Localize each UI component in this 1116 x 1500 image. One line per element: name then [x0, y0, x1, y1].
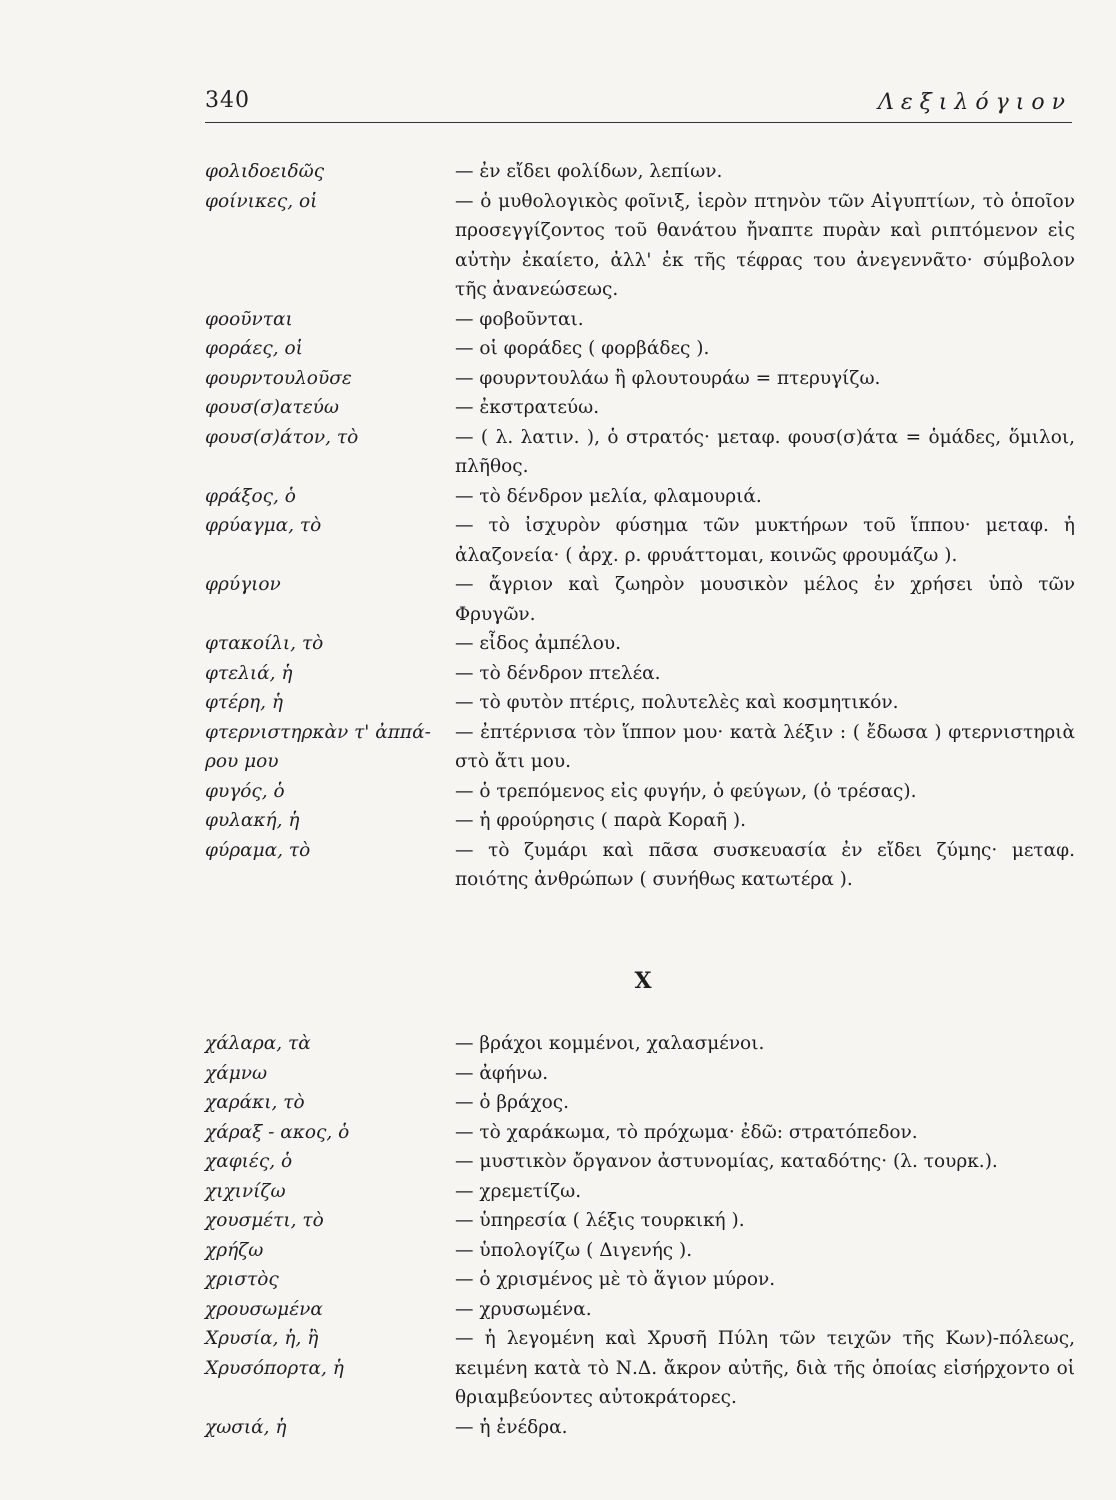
glossary-entry — [205, 1413, 1075, 1443]
glossary-entry — [205, 334, 1075, 364]
headword: χρουσωμένα — [205, 1298, 323, 1320]
headword: φύραμα, τὸ — [205, 839, 311, 861]
headword: φουσ(σ)άτον, τὸ — [205, 426, 359, 448]
glossary-entry — [205, 1177, 1075, 1207]
headword: χουσμέτι, τὸ — [205, 1210, 324, 1231]
definition: — ἄγριον καὶ ζωηρὸν μουσικὸν μέλος ἐν χρήσει ὑπὸ τῶν Φρυγῶν. — [455, 574, 1075, 625]
running-title: Λεξιλόγιον — [877, 90, 1072, 115]
definition: — ὁ τρεπόμενος εἰς φυγήν, ὁ φεύγων, (ὁ τρέσας). — [455, 780, 917, 802]
glossary-entry — [205, 1118, 1075, 1148]
headword: φρύαγμα, τὸ — [205, 515, 322, 536]
definition: — φουρντουλάω ἢ φλουτουράω = πτερυγίζω. — [455, 367, 881, 389]
headword: φοράες, οἱ — [205, 338, 303, 359]
glossary-entry — [205, 1059, 1075, 1089]
headword: φουσ(σ)ατεύω — [205, 397, 340, 418]
glossary-entry — [205, 364, 1075, 394]
definition: — ὁ μυθολογικὸς φοῖνιξ, ἱερὸν πτηνὸν τῶν Αἰγυπτίων, τὸ ὁποῖον προσεγγίζοντος τοῦ θανάτου ἤναπτε πυρὰν καὶ ριπτόμενον εἰς αὐτὴν ἐκαίετο, ἀλλ' ἐκ τῆς τέφρας του ἀνεγεννᾶτο· σύμβολον τῆς ἀνανεώσεως. — [455, 190, 1075, 300]
page-number: 340 — [205, 88, 250, 113]
glossary-entry — [205, 1206, 1075, 1236]
glossary-entry — [205, 511, 1075, 570]
glossary-entry — [205, 659, 1075, 689]
headword: φράξος, ὁ — [205, 485, 296, 507]
definition: — τὸ φυτὸν πτέρις, πολυτελὲς καὶ κοσμητικόν. — [455, 692, 899, 713]
headword: φυλακή, ἡ — [205, 810, 300, 831]
headword: χιχινίζω — [205, 1180, 286, 1202]
section-heading-chi: Χ — [634, 968, 652, 994]
headword-line: ρου μου — [205, 751, 279, 772]
definition: — ἡ ἐνέδρα. — [455, 1416, 568, 1438]
headword-line: Χρυσία, ἡ, ἢ — [205, 1328, 319, 1349]
headword — [205, 1324, 455, 1413]
definition: — τὸ ζυμάρι καὶ πᾶσα συσκευασία ἐν εἴδει ζύμης· μεταφ. ποιότης ἀνθρώπων ( συνήθως κατωτέρα ). — [455, 839, 1075, 890]
headword-line: Χρυσόπορτα, ἡ — [205, 1357, 344, 1379]
definition: — ὑπολογίζω ( Διγενής ). — [455, 1239, 693, 1261]
definition: — εἶδος ἀμπέλου. — [455, 633, 621, 654]
definition: — ἐν εἴδει φολίδων, λεπίων. — [455, 161, 723, 182]
glossary-entry — [205, 482, 1075, 512]
headword: χαφιές, ὁ — [205, 1151, 293, 1172]
headword: φρύγιον — [205, 574, 281, 595]
definition: — τὸ δένδρον μελία, φλαμουριά. — [455, 485, 762, 507]
headword: χάμνω — [205, 1062, 268, 1084]
glossary-entry — [205, 688, 1075, 718]
definition: — ἐπτέρνισα τὸν ἵππον μου· κατὰ λέξιν : ( ἔδωσα ) φτερνιστηριὰ στὸ ἄτι μου. — [455, 721, 1075, 772]
definition: — ἡ φρούρησις ( παρὰ Κοραῆ ). — [455, 810, 747, 831]
headword — [205, 718, 455, 777]
definition: — ὁ χρισμένος μὲ τὸ ἅγιον μύρον. — [455, 1269, 776, 1290]
glossary-entry — [205, 1236, 1075, 1266]
glossary-entry — [205, 777, 1075, 807]
definition: — χρεμετίζω. — [455, 1180, 582, 1202]
glossary-section-phi — [205, 157, 1075, 895]
definition: — ἡ λεγομένη καὶ Χρυσῆ Πύλη τῶν τειχῶν τῆς Κων)-πόλεως, κειμένη κατὰ τὸ Ν.Δ. ἄκρον αὐτῆς, διὰ τῆς ὁποίας εἰσήρχοντο οἱ θριαμβεύοντες αὐτοκράτορες. — [455, 1328, 1075, 1408]
definition: — τὸ χαράκωμα, τὸ πρόχωμα· ἐδῶ: στρατόπεδον. — [455, 1121, 918, 1143]
definition: — τὸ ἰσχυρὸν φύσημα τῶν μυκτήρων τοῦ ἵππου· μεταφ. ἡ ἀλαζονεία· ( ἀρχ. ρ. φρυάττομαι, κοινῶς φρουμάζω ). — [455, 515, 1075, 566]
definition: — ἀφήνω. — [455, 1062, 549, 1084]
glossary-entry — [205, 1029, 1075, 1059]
glossary-entry — [205, 1265, 1075, 1295]
glossary-entry — [205, 423, 1075, 482]
headword: χάλαρα, τὰ — [205, 1033, 311, 1054]
definition: — μυστικὸν ὄργανον ἀστυνομίας, καταδότης· (λ. τουρκ.). — [455, 1151, 998, 1172]
glossary-entry — [205, 305, 1075, 335]
headword: φολιδοειδῶς — [205, 161, 325, 182]
header-rule — [205, 122, 1072, 123]
glossary-entry — [205, 836, 1075, 895]
headword: φτέρη, ἡ — [205, 692, 283, 713]
glossary-entry — [205, 806, 1075, 836]
headword: χάραξ - ακος, ὁ — [205, 1121, 350, 1143]
glossary-section-chi — [205, 1029, 1075, 1442]
glossary-entry — [205, 1324, 1075, 1413]
headword: φτελιά, ἡ — [205, 662, 293, 684]
headword: φυγός, ὁ — [205, 780, 285, 802]
headword: χριστὸς — [205, 1269, 279, 1290]
glossary-entry — [205, 1295, 1075, 1325]
glossary-entry — [205, 187, 1075, 305]
headword: φουρντουλοῦσε — [205, 367, 352, 389]
definition: — ὑπηρεσία ( λέξις τουρκική ). — [455, 1210, 745, 1231]
definition: — ὁ βράχος. — [455, 1092, 570, 1113]
headword: φτακοίλι, τὸ — [205, 633, 324, 654]
definition: — χρυσωμένα. — [455, 1298, 592, 1320]
headword: φοοῦνται — [205, 308, 293, 330]
headword: χαράκι, τὸ — [205, 1092, 305, 1113]
definition: — φοβοῦνται. — [455, 308, 584, 330]
headword: χωσιά, ἡ — [205, 1416, 287, 1438]
headword: φοίνικες, οἱ — [205, 190, 318, 212]
glossary-entry — [205, 393, 1075, 423]
headword-line: φτερνιστηρκὰν τ' ἀππά- — [205, 721, 431, 743]
headword: χρήζω — [205, 1239, 264, 1261]
glossary-entry — [205, 629, 1075, 659]
glossary-entry — [205, 570, 1075, 629]
definition: — ( λ. λατιν. ), ὁ στρατός· μεταφ. φουσ(σ)άτα = ὁμάδες, ὅμιλοι, πλῆθος. — [455, 426, 1075, 477]
definition: — βράχοι κομμένοι, χαλασμένοι. — [455, 1033, 765, 1054]
glossary-entry — [205, 718, 1075, 777]
glossary-entry — [205, 1088, 1075, 1118]
glossary-entry — [205, 1147, 1075, 1177]
definition: — τὸ δένδρον πτελέα. — [455, 662, 661, 684]
definition: — οἱ φοράδες ( φορβάδες ). — [455, 338, 710, 359]
glossary-entry — [205, 157, 1075, 187]
definition: — ἐκστρατεύω. — [455, 397, 600, 418]
